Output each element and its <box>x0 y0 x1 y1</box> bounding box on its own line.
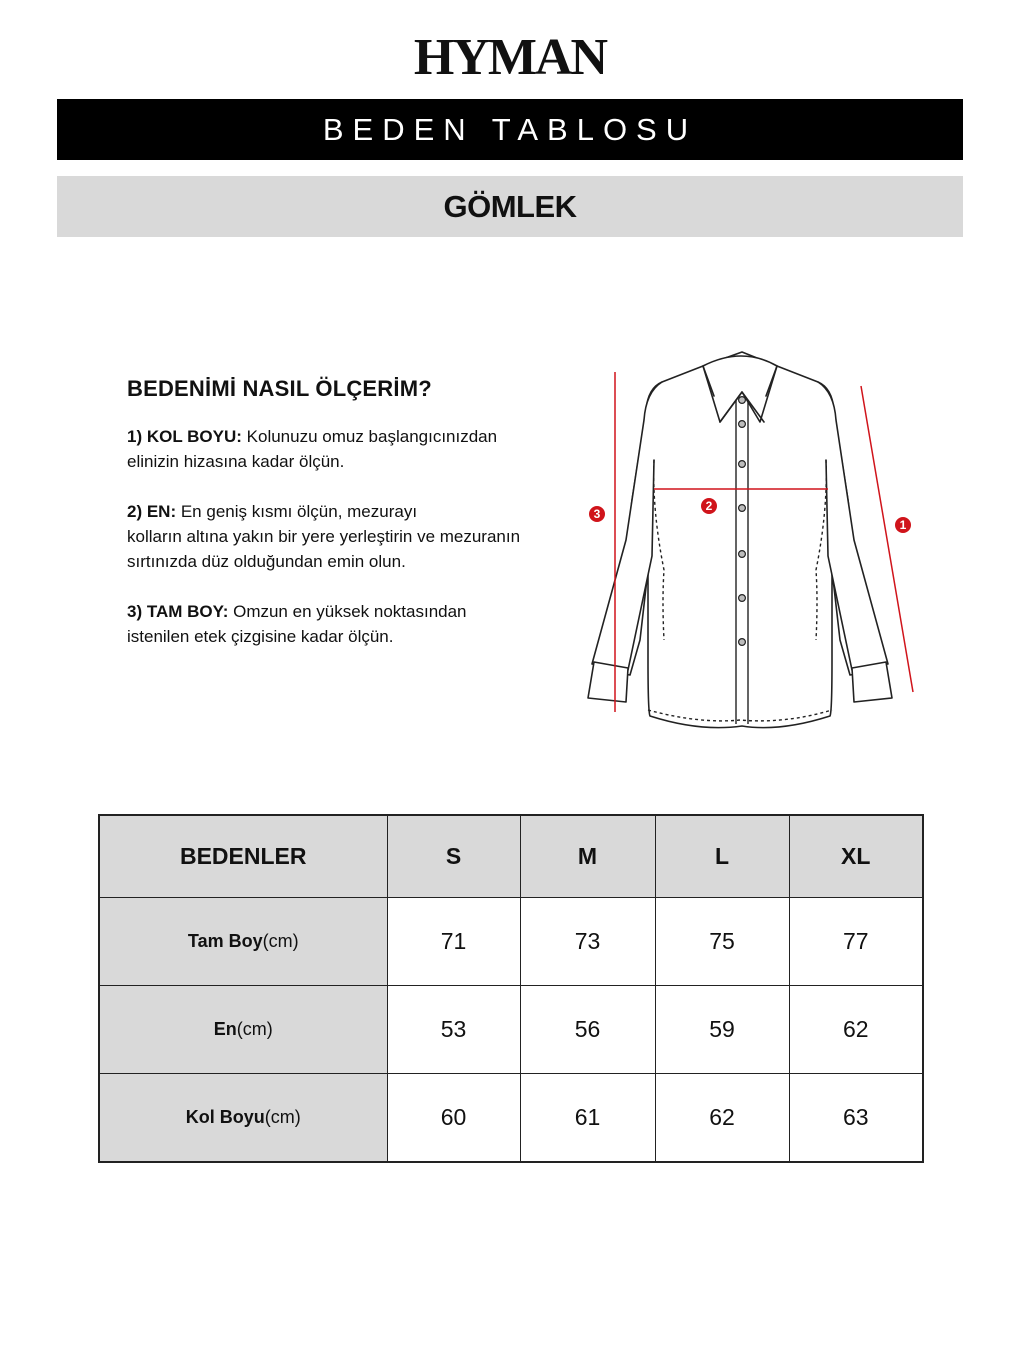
step-width <box>127 499 587 574</box>
instructions-title: BEDENİMİ NASIL ÖLÇERİM? <box>127 376 432 401</box>
row-label-unit: (cm) <box>262 931 299 951</box>
step-sleeve-length <box>127 424 587 474</box>
shirt-button <box>739 505 746 512</box>
shirt-button <box>739 595 746 602</box>
table-row <box>99 898 923 986</box>
header-cell-size: L <box>655 815 789 898</box>
header-cell-size: S <box>387 815 520 898</box>
step-text: Omzun en yüksek noktasından <box>228 602 467 621</box>
step-text: istenilen etek çizgisine kadar ölçün. <box>127 627 394 646</box>
step-label: 2) EN: <box>127 502 177 521</box>
table-cell: 63 <box>789 1074 923 1163</box>
step-text: elinizin hizasına kadar ölçün. <box>127 452 345 471</box>
marker-3-label: 3 <box>593 507 601 521</box>
table-cell: 75 <box>655 898 789 986</box>
size-table <box>98 814 924 1163</box>
step-text: Kolunuzu omuz başlangıcınızdan <box>241 427 498 446</box>
right-cuff <box>852 662 892 702</box>
measure-instructions <box>127 376 587 674</box>
table-row <box>99 986 923 1074</box>
step-label: 3) TAM BOY: <box>127 602 229 621</box>
step-label: 1) KOL BOYU: <box>127 427 242 446</box>
row-label-unit: (cm) <box>236 1019 273 1039</box>
shirt-diagram <box>580 340 930 740</box>
header-cell-label: BEDENLER <box>99 815 387 898</box>
shirt-button <box>739 421 746 428</box>
left-cuff <box>588 662 628 702</box>
row-label-unit: (cm) <box>264 1107 301 1127</box>
marker-1-label: 1 <box>899 518 907 532</box>
table-row <box>99 1074 923 1163</box>
step-text: kolların altına yakın bir yere yerleştirin ve mezuranın <box>127 527 521 546</box>
header-cell-size: M <box>520 815 655 898</box>
shirt-button <box>739 551 746 558</box>
header-cell-size: XL <box>789 815 923 898</box>
row-label-name: Tam Boy <box>187 931 263 951</box>
step-text: sırtınızda düz olduğundan emin olun. <box>127 552 406 571</box>
table-cell: 53 <box>387 986 520 1074</box>
table-cell: 62 <box>655 1074 789 1163</box>
table-cell: 71 <box>387 898 520 986</box>
category-title: GÖMLEK <box>57 176 963 237</box>
step-text: En geniş kısmı ölçün, mezurayı <box>176 502 418 521</box>
row-label <box>99 1074 387 1163</box>
row-label-name: En <box>213 1019 237 1039</box>
step-total-length <box>127 599 587 649</box>
shirt-button <box>739 639 746 646</box>
table-cell: 59 <box>655 986 789 1074</box>
row-label <box>99 898 387 986</box>
marker-2-label: 2 <box>705 499 713 513</box>
banner-title: BEDEN TABLOSU <box>57 99 963 160</box>
row-label-name: Kol Boyu <box>185 1107 265 1127</box>
table-cell: 73 <box>520 898 655 986</box>
table-cell: 62 <box>789 986 923 1074</box>
row-label <box>99 986 387 1074</box>
table-cell: 56 <box>520 986 655 1074</box>
shirt-button <box>739 397 746 404</box>
table-cell: 60 <box>387 1074 520 1163</box>
table-cell: 77 <box>789 898 923 986</box>
brand-logo: HYMAN <box>413 29 607 86</box>
table-cell: 61 <box>520 1074 655 1163</box>
table-header-row <box>99 815 923 898</box>
shirt-button <box>739 461 746 468</box>
